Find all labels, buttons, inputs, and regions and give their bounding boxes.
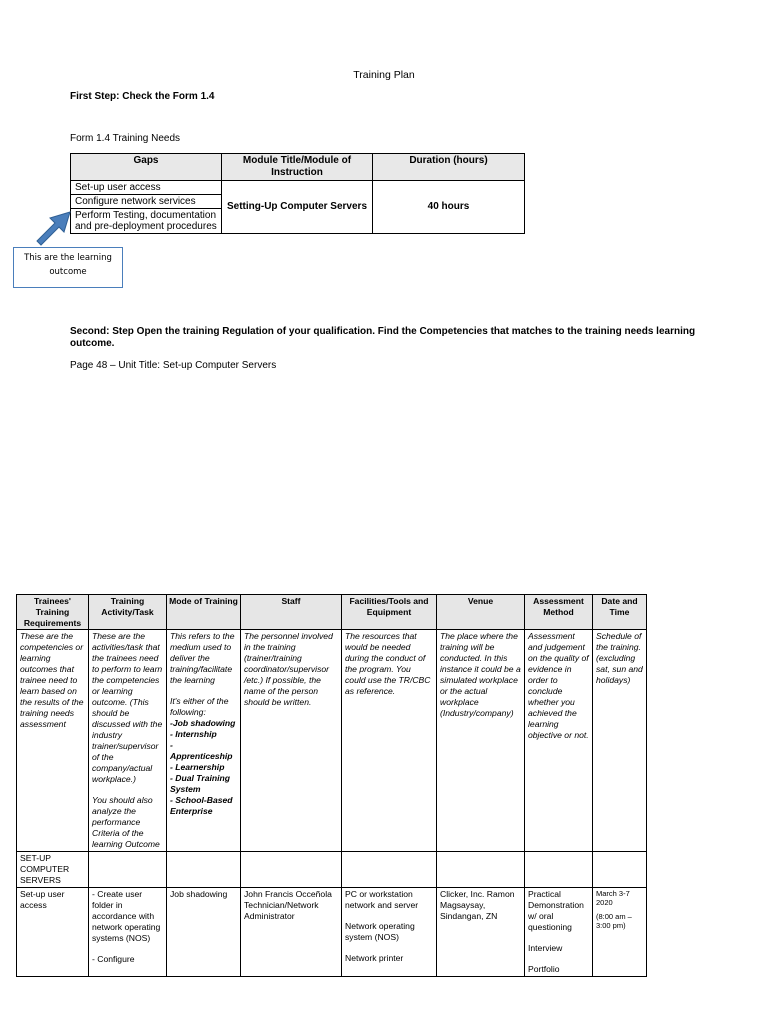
- desc-activity-text: These are the activities/task that the trainees need to perform to learn the competencies or learning outcome. (This should be discussed with the industry trainer/supervisor of the company/actual workplace.): [92, 631, 163, 785]
- table-header-row: [17, 595, 647, 630]
- desc-assessment: Assessment and judgement on the quality of evidence in order to conclude whether you achieved the learning objective or not.: [525, 630, 593, 852]
- row-facilities: [342, 888, 437, 977]
- header-date: Date and Time: [593, 595, 647, 630]
- description-row: [17, 630, 647, 852]
- date-range: March 3-7 2020: [596, 889, 630, 908]
- table-row: [71, 181, 525, 234]
- gap-item: Set-up user access: [71, 181, 221, 195]
- header-activity: Training Activity/Task: [89, 595, 167, 630]
- section-title: SET-UP COMPUTER SERVERS: [17, 852, 89, 888]
- desc-mode: [167, 630, 241, 852]
- page-reference: Page 48 – Unit Title: Set-up Computer Servers: [70, 360, 277, 371]
- facility-item: PC or workstation network and server: [345, 889, 419, 911]
- row-requirement: Set-up user access: [17, 888, 89, 977]
- header-module: Module Title/Module of Instruction: [222, 154, 373, 181]
- facility-item: Network printer: [345, 953, 404, 964]
- desc-date: Schedule of the training. (excluding sat, sun and holidays): [593, 630, 647, 852]
- gaps-cell: [71, 181, 222, 234]
- header-gaps: Gaps: [71, 154, 222, 181]
- header-requirements: Trainees' Training Requirements: [17, 595, 89, 630]
- mode-option: -Job shadowing: [170, 718, 236, 729]
- mode-option: - Dual Training System: [170, 773, 231, 795]
- desc-mode-intro: It's either of the following:: [170, 696, 229, 718]
- desc-activity: [89, 630, 167, 852]
- staff-name: John Francis Occeñola: [244, 889, 332, 900]
- header-assessment: Assessment Method: [525, 595, 593, 630]
- header-venue: Venue: [437, 595, 525, 630]
- desc-facilities: The resources that would be needed during the conduct of the program. You could use the TR/CBC as reference.: [342, 630, 437, 852]
- header-facilities: Facilities/Tools and Equipment: [342, 595, 437, 630]
- mode-option: - School-Based Enterprise: [170, 795, 233, 817]
- table-row: [17, 888, 647, 977]
- activity-item: - Create user folder in accordance with network operating systems (NOS): [92, 889, 161, 944]
- gap-item: Perform Testing, documentation and pre-deployment procedures: [75, 210, 217, 232]
- time-range: (8:00 am – 3:00 pm): [596, 912, 632, 931]
- step-one-heading: First Step: Check the Form 1.4: [70, 91, 215, 102]
- assessment-item: Portfolio: [528, 964, 560, 975]
- callout-box: This are the learning outcome: [13, 247, 123, 288]
- document-title: Training Plan: [353, 69, 415, 81]
- staff-role: Technician/Network Administrator: [244, 900, 319, 922]
- header-mode: Mode of Training: [167, 595, 241, 630]
- form-label: Form 1.4 Training Needs: [70, 133, 181, 144]
- desc-venue: The place where the training will be conducted. In this instance it could be a simulated workplace or the actual workplace (Industry/company): [437, 630, 525, 852]
- desc-activity-note: You should also analyze the performance Criteria of the learning Outcome: [92, 795, 160, 850]
- table-header-row: [71, 154, 525, 181]
- desc-requirements: These are the competencies or learning outcomes that trainee need to learn based on the results of the training needs assessment: [17, 630, 89, 852]
- duration-cell: 40 hours: [373, 181, 525, 234]
- mode-option: - Apprenticeship: [170, 740, 233, 762]
- gap-item: Configure network services: [71, 195, 221, 209]
- row-mode: Job shadowing: [167, 888, 241, 977]
- desc-staff: The personnel involved in the training (trainer/training coordinator/supervisor /etc.) If possible, the name of the person should be written.: [241, 630, 342, 852]
- header-staff: Staff: [241, 595, 342, 630]
- activity-item: - Configure: [92, 954, 135, 965]
- row-staff: [241, 888, 342, 977]
- arrow-icon: [33, 208, 77, 250]
- step-two-heading: Second: Step Open the training Regulation of your qualification. Find the Competencies that matches to the training needs learning outcome.: [70, 326, 696, 349]
- facility-item: Network operating system (NOS): [345, 921, 415, 943]
- mode-option: - Internship: [170, 729, 217, 740]
- row-assessment: [525, 888, 593, 977]
- row-activity: [89, 888, 167, 977]
- training-plan-table: [16, 594, 647, 977]
- row-venue: Clicker, Inc. Ramon Magsaysay, Sindangan, ZN: [437, 888, 525, 977]
- header-duration: Duration (hours): [373, 154, 525, 181]
- assessment-item: Practical Demonstration w/ oral questioning: [528, 889, 584, 933]
- section-row: [17, 852, 647, 888]
- desc-mode-text: This refers to the medium used to deliver the training/facilitate the learning: [170, 631, 235, 686]
- module-cell: Setting-Up Computer Servers: [222, 181, 373, 234]
- row-date: [593, 888, 647, 977]
- training-needs-table: [70, 153, 525, 234]
- assessment-item: Interview: [528, 943, 563, 954]
- mode-option: - Learnership: [170, 762, 225, 773]
